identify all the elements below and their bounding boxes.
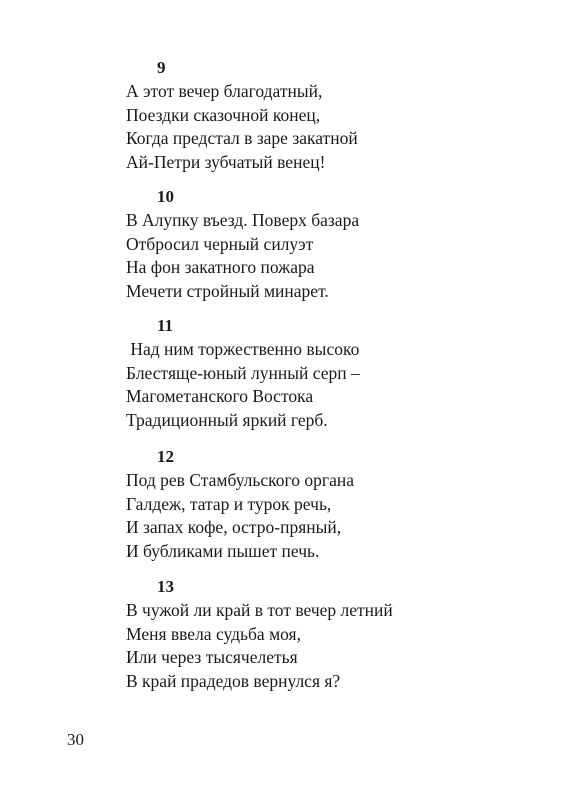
poem-line: В край прадедов вернулся я? [126, 670, 341, 691]
poem-line: Или через тысячелетья [126, 647, 298, 667]
poem-line: Ай-Петри зубчатый венец! [126, 151, 326, 172]
poem-line: Традиционный яркий герб. [126, 409, 328, 430]
poem-line: В Алупку въезд. Поверх базара [126, 210, 360, 230]
poem-line: И бубликами пышет печь. [126, 540, 320, 561]
poem-line: И запах кофе, остро-пряный, [126, 517, 342, 537]
stanza-number: 11 [157, 316, 174, 335]
poem-line: Галдеж, татар и турок речь, [126, 493, 332, 514]
stanza-number: 12 [157, 447, 174, 466]
stanza-11 [126, 315, 526, 432]
poem-line: Магометанского Востока [126, 386, 314, 406]
poem-line: На фон закатного пожара [126, 257, 315, 277]
stanza-number: 9 [157, 58, 166, 77]
stanza-13 [126, 576, 526, 693]
stanza-12 [126, 446, 526, 563]
poem-line: Мечети стройный минарет. [126, 280, 329, 301]
stanza-number: 13 [157, 577, 174, 596]
stanza-9 [126, 57, 526, 174]
poem-line: Меня ввела судьба моя, [126, 623, 301, 644]
stanza-number: 10 [157, 187, 174, 206]
page-number: 30 [67, 730, 84, 749]
poem-line: А этот вечер благодатный, [126, 81, 323, 101]
poem-line: Блестяще-юный лунный серп – [126, 362, 360, 383]
poem-line: Отбросил черный силуэт [126, 233, 314, 254]
poem-line: Когда предстал в заре закатной [126, 128, 358, 148]
poem-line: Над ним торжественно высоко [126, 339, 360, 359]
poem-line: Поездки сказочной конец, [126, 104, 321, 125]
poem-line: Под рев Стамбульского органа [126, 470, 354, 490]
stanza-10 [126, 186, 526, 303]
poem-line: В чужой ли край в тот вечер летний [126, 600, 393, 620]
